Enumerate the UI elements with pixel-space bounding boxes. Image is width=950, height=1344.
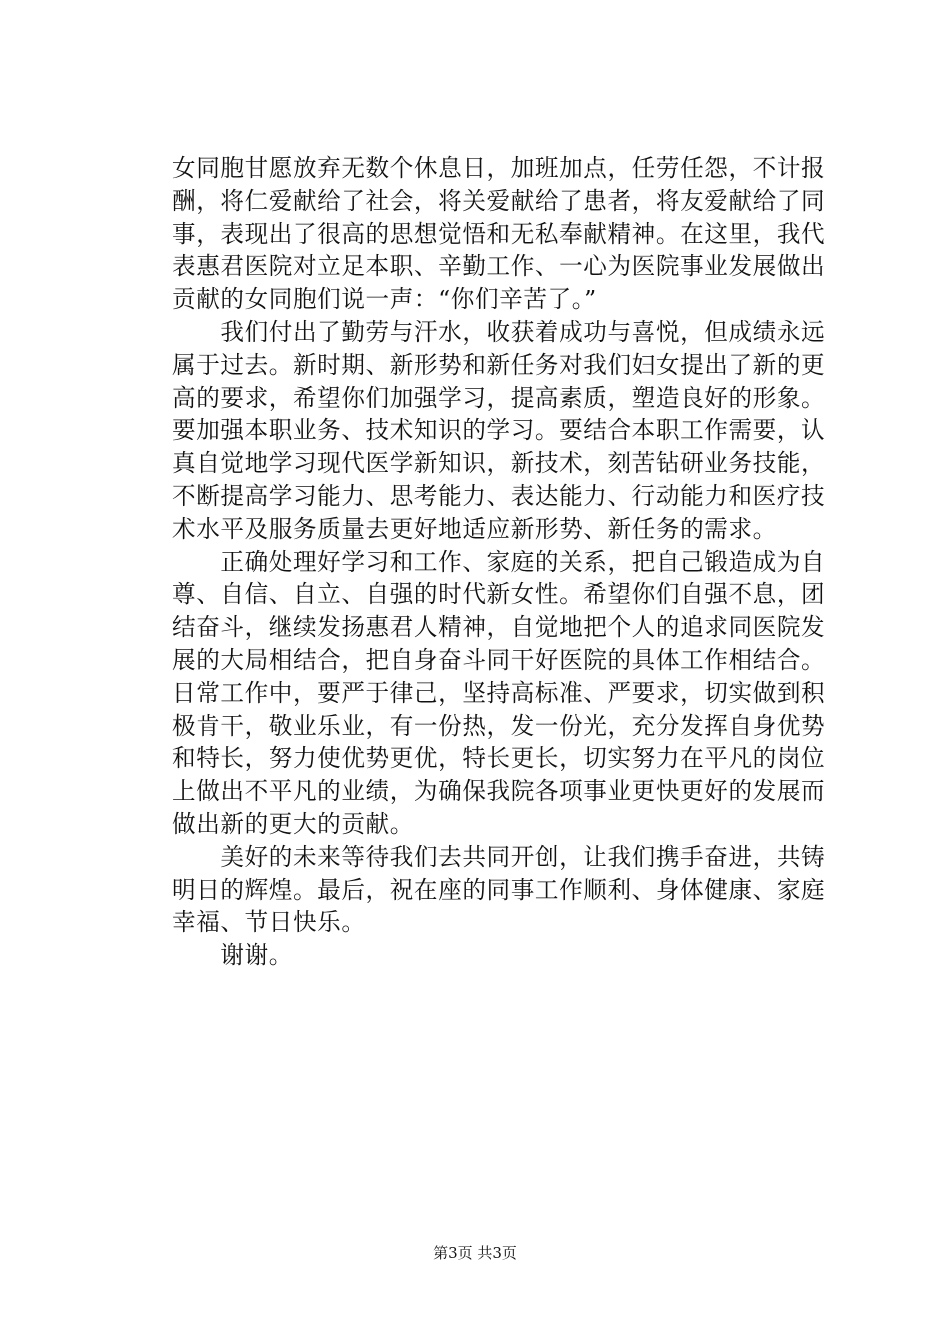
text-line: 和特长，努力使优势更优，特长更长，切实努力在平凡的岗位 xyxy=(172,744,826,773)
text-line: 谢谢。 xyxy=(172,941,293,970)
text-line: 女同胞甘愿放弃无数个休息日，加班加点，任劳任怨，不计报 xyxy=(172,154,826,182)
text-line: 要加强本职业务、技术知识的学习。要结合本职工作需要，认 xyxy=(172,416,826,445)
text-line: 美好的未来等待我们去共同开创，让我们携手奋进，共铸 xyxy=(172,842,826,871)
document-body xyxy=(172,152,832,972)
text-line: 明日的辉煌。最后，祝在座的同事工作顺利、身体健康、家庭 xyxy=(172,875,826,904)
text-line: 不断提高学习能力、思考能力、表达能力、行动能力和医疗技 xyxy=(172,481,826,510)
text-line: 做出新的更大的贡献。 xyxy=(172,809,414,838)
text-line: 表惠君医院对立足本职、辛勤工作、一心为医院事业发展做出 xyxy=(172,252,826,281)
text-line: 尊、自信、自立、自强的时代新女性。希望你们自强不息，团 xyxy=(172,580,826,609)
text-line: 高的要求，希望你们加强学习，提高素质，塑造良好的形象。 xyxy=(172,383,826,412)
text-line: 正确处理好学习和工作、家庭的关系，把自己锻造成为自 xyxy=(172,547,826,576)
text-line: 真自觉地学习现代医学新知识，新技术，刻苦钻研业务技能， xyxy=(172,449,826,478)
text-line: 结奋斗，继续发扬惠君人精神，自觉地把个人的追求同医院发 xyxy=(172,613,826,642)
text-line: 上做出不平凡的业绩，为确保我院各项事业更快更好的发展而 xyxy=(172,777,826,806)
text-line: 贡献的女同胞们说一声：“你们辛苦了。” xyxy=(172,285,597,314)
text-line: 幸福、节日快乐。 xyxy=(172,908,366,937)
text-line: 术水平及服务质量去更好地适应新形势、新任务的需求。 xyxy=(172,514,777,543)
text-line: 属于过去。新时期、新形势和新任务对我们妇女提出了新的更 xyxy=(172,350,826,379)
text-line: 极肯干，敬业乐业，有一份热，发一份光，充分发挥自身优势 xyxy=(172,711,826,740)
text-line: 我们付出了勤劳与汗水，收获着成功与喜悦，但成绩永远 xyxy=(172,317,826,346)
text-line: 展的大局相结合，把自身奋斗同干好医院的具体工作相结合。 xyxy=(172,645,826,674)
page-number-footer: 第3页 共3页 xyxy=(433,1244,517,1262)
text-line: 事，表现出了很高的思想觉悟和无私奉献精神。在这里，我代 xyxy=(172,219,826,248)
text-line: 日常工作中，要严于律己，坚持高标准、严要求，切实做到积 xyxy=(172,678,826,707)
text-line: 酬，将仁爱献给了社会，将关爱献给了患者，将友爱献给了同 xyxy=(172,186,826,215)
